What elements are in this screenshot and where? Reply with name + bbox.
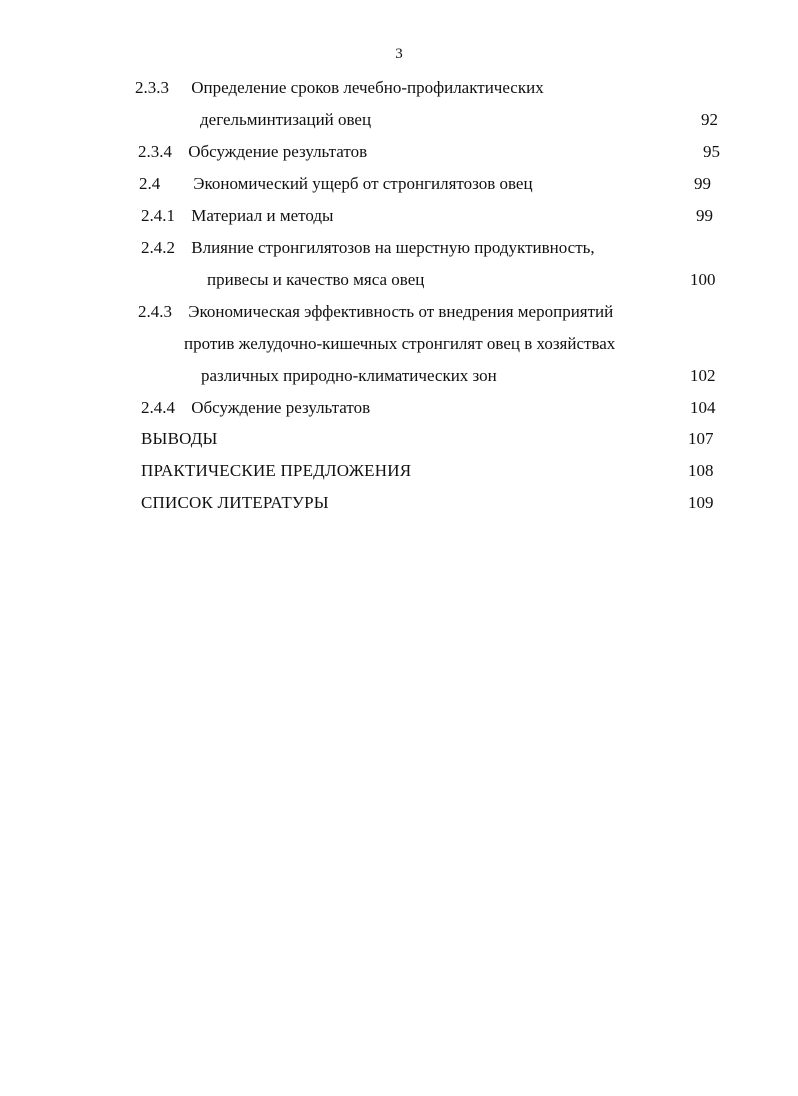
toc-entry-title: Влияние стронгилятозов на шерстную продуктивность, [191,238,595,257]
toc-entry-2-4-2-continuation [207,270,424,290]
toc-entry-practical-proposals [141,461,411,481]
toc-entry-number: 2.4.1 [141,206,175,225]
toc-entry-2-3-4 [138,142,367,162]
toc-entry-2-4 [139,174,533,194]
toc-page-number: 95 [703,142,720,161]
toc-entry-2-4-3 [138,302,613,322]
toc-entry-2-4-3-continuation-2 [201,366,497,386]
toc-page-number: 100 [690,270,716,289]
toc-entry-title: Обсуждение результатов [188,142,368,161]
toc-page-number: 108 [688,461,714,480]
toc-entry-title: Определение сроков лечебно-профилактических [191,78,544,97]
toc-entry-title: Обсуждение результатов [191,398,371,417]
toc-entry-title: дегельминтизаций овец [200,110,372,129]
toc-page-number: 109 [688,493,714,512]
toc-entry-title: Экономическая эффективность от внедрения мероприятий [188,302,614,321]
toc-page-number: 102 [690,366,716,385]
toc-page-number: 99 [696,206,713,225]
toc-page-number: 107 [688,429,714,448]
toc-entry-title: Материал и методы [191,206,334,225]
toc-entry-title: против желудочно-кишечных стронгилят овец в хозяйствах [184,334,616,353]
toc-entry-number: 2.3.3 [135,78,169,97]
toc-entry-2-4-4 [141,398,370,418]
toc-entry-2-4-3-continuation [184,334,615,354]
toc-entry-2-3-3 [135,78,544,98]
toc-entry-number: 2.4 [139,174,161,193]
toc-entry-title: ВЫВОДЫ [141,429,218,448]
page-number: 3 [395,46,403,62]
toc-entry-conclusions [141,429,218,449]
toc-page-number: 99 [694,174,711,193]
toc-entry-title: СПИСОК ЛИТЕРАТУРЫ [141,493,329,512]
toc-entry-title: различных природно-климатических зон [201,366,497,385]
toc-entry-2-4-2 [141,238,595,258]
toc-entry-number: 2.4.4 [141,398,175,417]
toc-entry-number: 2.3.4 [138,142,172,161]
toc-entry-references [141,493,329,513]
toc-page-number: 104 [690,398,716,417]
toc-page-number: 92 [701,110,718,129]
toc-entry-2-3-3-continuation [200,110,371,130]
toc-entry-number: 2.4.3 [138,302,172,321]
toc-entry-2-4-1 [141,206,333,226]
toc-entry-title: привесы и качество мяса овец [207,270,425,289]
toc-entry-title: ПРАКТИЧЕСКИЕ ПРЕДЛОЖЕНИЯ [141,461,412,480]
toc-entry-number: 2.4.2 [141,238,175,257]
toc-entry-title: Экономический ущерб от стронгилятозов овец [193,174,533,193]
